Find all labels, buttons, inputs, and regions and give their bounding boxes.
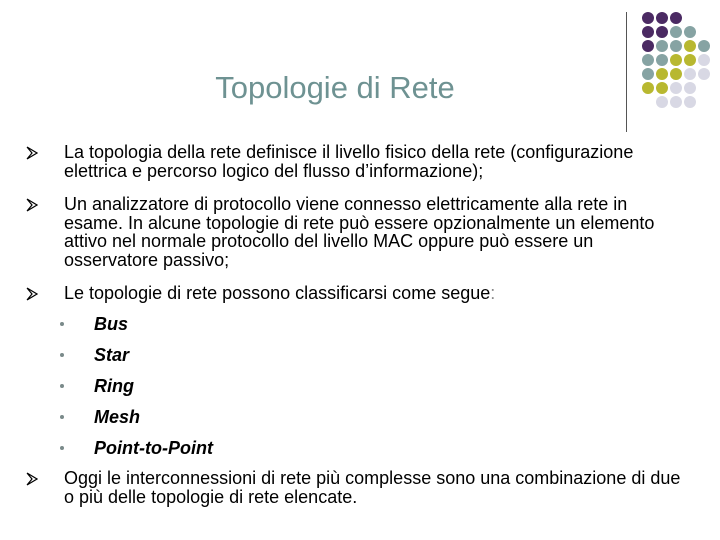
topology-label: Point-to-Point	[94, 438, 213, 458]
bullet-text-main: Le topologie di rete possono classificarsi come segue	[64, 283, 491, 303]
arrow-bullet-icon	[26, 198, 38, 212]
dot-bullet-icon	[60, 415, 64, 419]
decorative-dot	[670, 12, 682, 24]
decorative-dot	[656, 54, 668, 66]
decorative-dot	[684, 40, 696, 52]
decorative-dot	[698, 54, 710, 66]
bullet-text: Un analizzatore di protocollo viene connesso elettricamente alla rete in esame. In alcune topologie di rete può essere opzionalmente un elemento attivo nel normale protocollo del livello MAC oppure può essere un osservatore passivo;	[64, 194, 655, 270]
decorative-dot	[684, 82, 696, 94]
topology-label: Mesh	[94, 407, 141, 427]
decorative-dot	[670, 68, 682, 80]
bullet-text: Oggi le interconnessioni di rete più complesse sono una combinazione di due o più delle topologie di rete elencate.	[64, 468, 681, 507]
decorative-dot	[684, 26, 696, 38]
dot-bullet-icon	[60, 384, 64, 388]
decorative-dot	[670, 96, 682, 108]
decorative-dot	[656, 40, 668, 52]
topology-label: Bus	[94, 314, 129, 334]
decorative-dot	[642, 12, 654, 24]
decorative-dot	[656, 68, 668, 80]
decorative-dot	[656, 26, 668, 38]
dot-bullet-icon	[60, 353, 64, 357]
bullet-text	[64, 284, 684, 303]
arrow-bullet-icon	[26, 287, 38, 301]
bullet-text: La topologia della rete definisce il livello fisico della rete (configurazione elettrica e percorso logico del flusso d’informazione);	[64, 142, 634, 181]
decorative-dot	[656, 12, 668, 24]
decorative-dot	[670, 54, 682, 66]
decorative-dot	[642, 68, 654, 80]
decorative-dot	[642, 82, 654, 94]
bullet-text-colon: :	[490, 283, 496, 303]
topology-label: Star	[94, 345, 130, 365]
decorative-dot	[670, 82, 682, 94]
dot-bullet-icon	[60, 446, 64, 450]
arrow-bullet-icon	[26, 472, 38, 486]
decorative-dot	[698, 40, 710, 52]
decorative-dot	[642, 54, 654, 66]
decorative-dot	[684, 68, 696, 80]
decorative-dot	[642, 40, 654, 52]
decorative-dot	[698, 68, 710, 80]
decorative-dot	[670, 40, 682, 52]
decorative-dot	[656, 82, 668, 94]
dot-bullet-icon	[60, 322, 64, 326]
decorative-dot	[656, 96, 668, 108]
arrow-bullet-icon	[26, 146, 38, 160]
vertical-divider	[626, 12, 627, 132]
decorative-dot	[670, 26, 682, 38]
decorative-dot	[684, 54, 696, 66]
decorative-dot	[642, 26, 654, 38]
topology-label: Ring	[94, 376, 134, 396]
decorative-dot	[684, 96, 696, 108]
slide-title: Topologie di Rete	[215, 70, 455, 105]
